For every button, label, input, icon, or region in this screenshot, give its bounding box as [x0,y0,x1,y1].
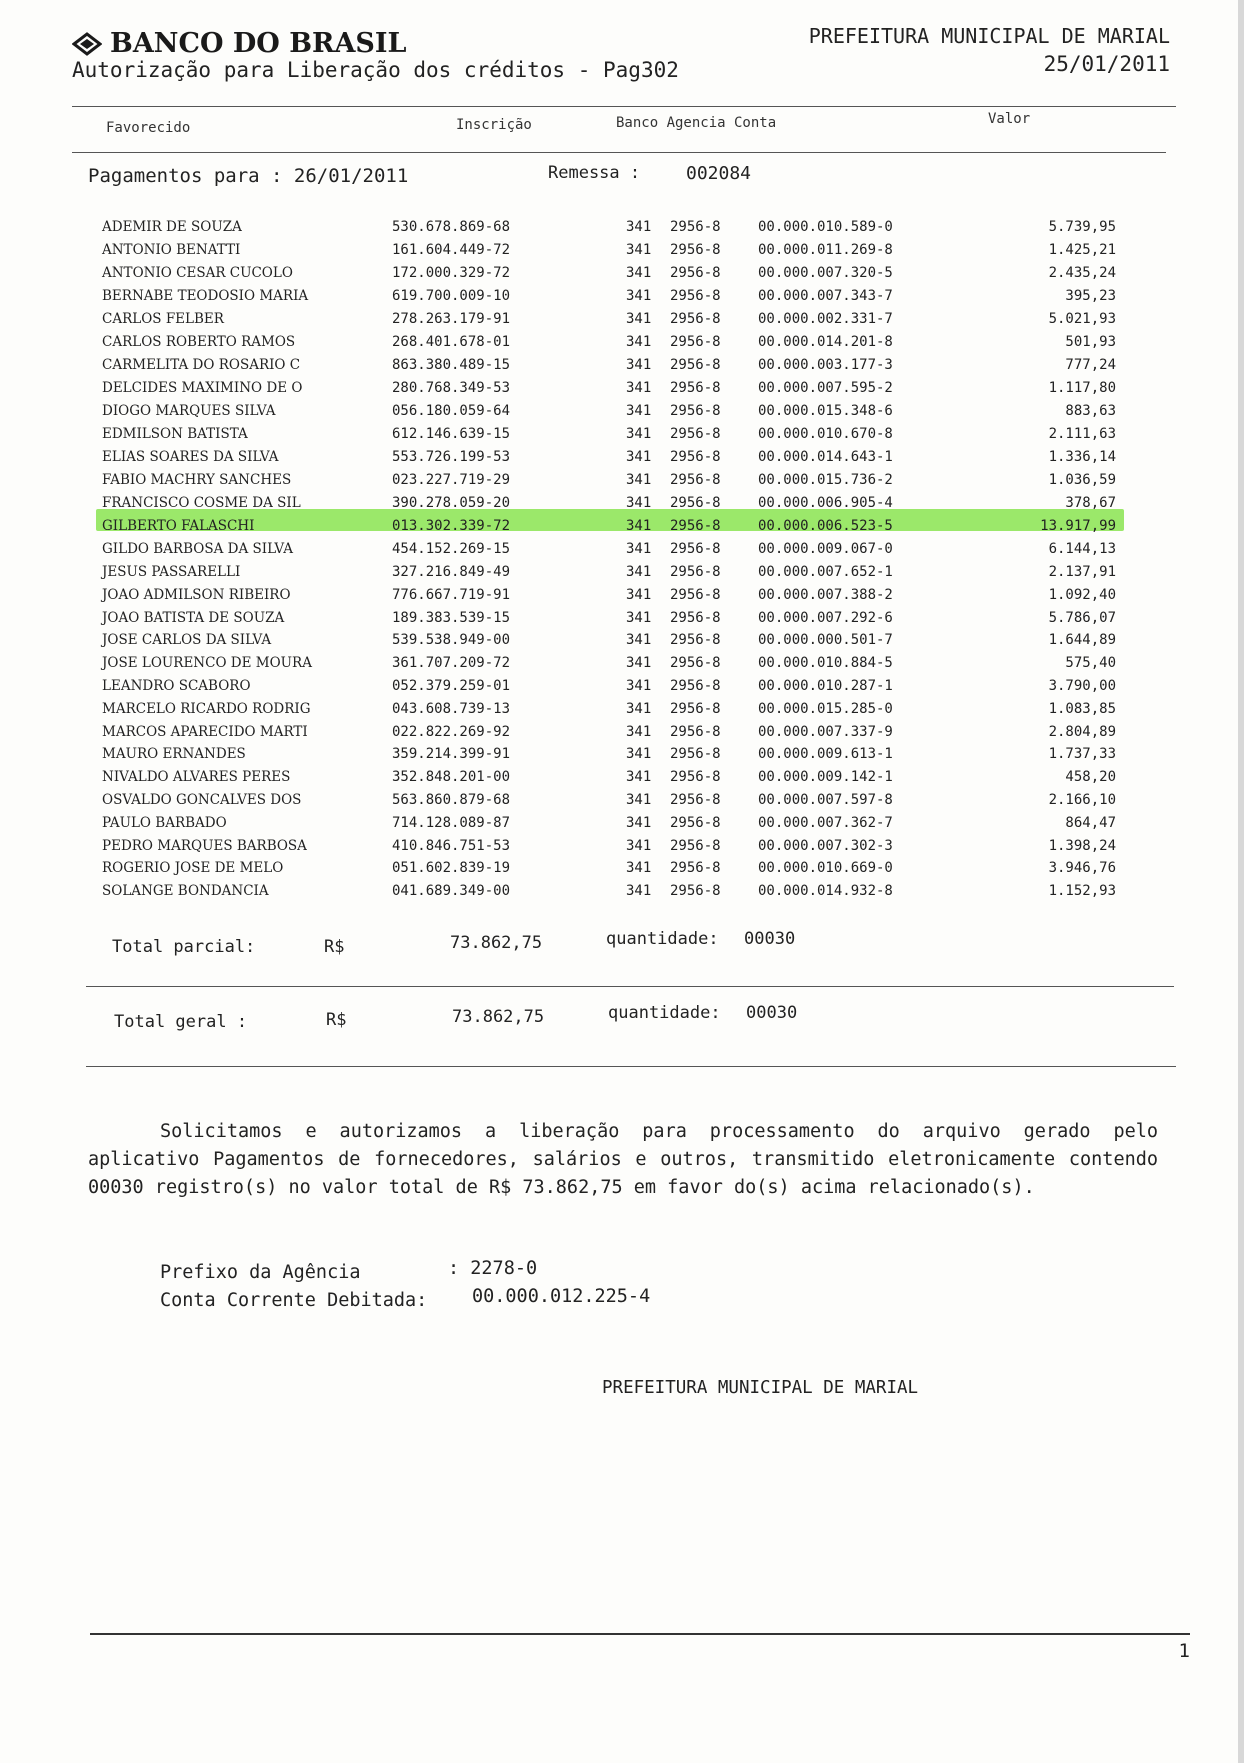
inscricao-cell: 023.227.719-29 [392,472,511,488]
table-row [0,632,1244,654]
inscricao-cell: 563.860.879-68 [392,792,511,808]
banco-cell: 341 [626,586,652,603]
valor-cell: 1.036,59 [1048,472,1116,488]
inscricao-cell: 863.380.489-15 [392,357,511,373]
banco-cell: 341 [626,632,652,649]
table-row [0,518,1244,540]
valor-cell: 1.152,93 [1048,883,1116,900]
total-parcial-currency: R$ [324,937,345,957]
favorecido-cell: SOLANGE BONDANCIA [102,883,269,900]
conta-cell: 00.000.009.613-1 [758,746,893,763]
agencia-cell: 2956-8 [670,449,721,465]
banco-cell: 341 [626,837,652,854]
valor-cell: 575,40 [1065,655,1116,672]
favorecido-cell: GILBERTO FALASCHI [102,518,255,534]
agency-prefix-label: Prefixo da Agência [160,1262,361,1283]
banco-cell: 341 [626,426,652,442]
favorecido-cell: MARCELO RICARDO RODRIG [102,700,311,717]
agencia-cell: 2956-8 [670,288,721,304]
table-row [0,564,1244,586]
inscricao-cell: 361.707.209-72 [392,655,511,672]
inscricao-cell: 410.846.751-53 [392,837,511,854]
banco-cell: 341 [626,219,652,235]
conta-cell: 00.000.014.643-1 [758,449,893,465]
banco-cell: 341 [626,883,652,900]
favorecido-cell: DELCIDES MAXIMINO DE O [102,380,303,396]
valor-cell: 3.790,00 [1048,678,1116,694]
favorecido-cell: CARLOS ROBERTO RAMOS [102,334,296,350]
total-parcial-qty: 00030 [744,929,796,949]
inscricao-cell: 454.152.269-15 [392,541,511,557]
column-header-banco-agencia-conta: Banco Agencia Conta [616,115,777,131]
payment-date-label: Pagamentos para : 26/01/2011 [88,165,409,187]
table-row [0,357,1244,379]
inscricao-cell: 051.602.839-19 [392,860,511,877]
valor-cell: 1.644,89 [1048,632,1116,649]
inscricao-cell: 189.383.539-15 [392,609,511,626]
agencia-cell: 2956-8 [670,334,721,350]
agencia-cell: 2956-8 [670,472,721,488]
divider [72,152,1166,153]
inscricao-cell: 268.401.678-01 [392,334,511,350]
favorecido-cell: NIVALDO ALVARES PERES [102,769,291,786]
banco-cell: 341 [626,403,652,419]
banco-cell: 341 [626,449,652,465]
agencia-cell: 2956-8 [670,883,721,900]
conta-cell: 00.000.015.348-6 [758,403,893,419]
bank-name: BANCO DO BRASIL [110,28,407,59]
favorecido-cell: PEDRO MARQUES BARBOSA [102,837,307,854]
valor-cell: 2.804,89 [1048,723,1116,740]
favorecido-cell: CARMELITA DO ROSARIO C [102,357,301,373]
conta-cell: 00.000.010.670-8 [758,426,893,442]
table-row [0,219,1244,241]
inscricao-cell: 776.667.719-91 [392,586,511,603]
table-row [0,769,1244,791]
agencia-cell: 2956-8 [670,792,721,808]
agencia-cell: 2956-8 [670,518,721,534]
agencia-cell: 2956-8 [670,357,721,373]
total-parcial-label: Total parcial: [112,937,256,957]
conta-cell: 00.000.011.269-8 [758,242,893,258]
table-row [0,610,1244,632]
agency-prefix-value: : 2278-0 [448,1258,538,1279]
banco-cell: 341 [626,242,652,258]
document-date: 25/01/2011 [1043,52,1170,76]
favorecido-cell: LEANDRO SCABORO [102,678,251,694]
agencia-cell: 2956-8 [670,609,721,626]
conta-cell: 00.000.007.652-1 [758,564,893,580]
valor-cell: 1.092,40 [1048,586,1116,603]
divider [86,986,1174,987]
inscricao-cell: 530.678.869-68 [392,219,511,235]
inscricao-cell: 280.768.349-53 [392,380,511,396]
table-row [0,587,1244,609]
conta-cell: 00.000.007.337-9 [758,723,893,740]
inscricao-cell: 390.278.059-20 [392,495,511,511]
favorecido-cell: FABIO MACHRY SANCHES [102,472,292,488]
valor-cell: 501,93 [1065,334,1116,350]
table-row [0,860,1244,882]
valor-cell: 864,47 [1065,814,1116,831]
banco-cell: 341 [626,860,652,877]
valor-cell: 1.336,14 [1048,449,1116,465]
valor-cell: 378,67 [1065,495,1116,511]
agencia-cell: 2956-8 [670,860,721,877]
conta-cell: 00.000.000.501-7 [758,632,893,649]
agencia-cell: 2956-8 [670,723,721,740]
conta-cell: 00.000.010.589-0 [758,219,893,235]
total-parcial-value: 73.862,75 [450,933,543,953]
agencia-cell: 2956-8 [670,746,721,763]
remessa-label: Remessa : [548,163,641,183]
inscricao-cell: 619.700.009-10 [392,288,511,304]
valor-cell: 13.917,99 [1040,518,1116,534]
table-row [0,426,1244,448]
total-geral-currency: R$ [326,1010,347,1030]
conta-cell: 00.000.010.884-5 [758,655,893,672]
bank-logo [72,28,407,59]
valor-cell: 2.435,24 [1048,265,1116,281]
valor-cell: 1.117,80 [1048,380,1116,396]
total-geral-qty-label: quantidade: [608,1003,721,1023]
banco-cell: 341 [626,700,652,717]
conta-cell: 00.000.015.285-0 [758,700,893,717]
inscricao-cell: 553.726.199-53 [392,449,511,465]
column-header-favorecido: Favorecido [106,120,191,136]
valor-cell: 5.739,95 [1048,219,1116,235]
agencia-cell: 2956-8 [670,426,721,442]
valor-cell: 5.021,93 [1048,311,1116,327]
banco-cell: 341 [626,357,652,373]
agencia-cell: 2956-8 [670,678,721,694]
footer-divider [90,1633,1190,1635]
agencia-cell: 2956-8 [670,564,721,580]
valor-cell: 5.786,07 [1048,609,1116,626]
inscricao-cell: 052.379.259-01 [392,678,511,694]
table-row [0,472,1244,494]
bank-logo-icon [72,30,102,58]
agencia-cell: 2956-8 [670,403,721,419]
valor-cell: 2.111,63 [1048,426,1116,442]
conta-cell: 00.000.006.523-5 [758,518,893,534]
total-parcial-qty-label: quantidade: [606,929,719,949]
conta-cell: 00.000.007.292-6 [758,609,893,626]
banco-cell: 341 [626,814,652,831]
banco-cell: 341 [626,472,652,488]
banco-cell: 341 [626,655,652,672]
valor-cell: 2.166,10 [1048,792,1116,808]
agencia-cell: 2956-8 [670,219,721,235]
valor-cell: 458,20 [1065,769,1116,786]
banco-cell: 341 [626,518,652,534]
table-row [0,701,1244,723]
inscricao-cell: 327.216.849-49 [392,564,511,580]
favorecido-cell: ELIAS SOARES DA SILVA [102,449,279,465]
total-geral-label: Total geral : [114,1012,248,1032]
banco-cell: 341 [626,609,652,626]
remessa-number: 002084 [686,163,752,184]
table-row [0,541,1244,563]
favorecido-cell: BERNABE TEODOSIO MARIA [102,288,309,304]
document-title: Autorização para Liberação dos créditos - Pag302 [72,58,679,82]
conta-cell: 00.000.015.736-2 [758,472,893,488]
conta-cell: 00.000.007.388-2 [758,586,893,603]
signature-entity: PREFEITURA MUNICIPAL DE MARIAL [602,1378,919,1398]
agencia-cell: 2956-8 [670,814,721,831]
favorecido-cell: ANTONIO BENATTI [102,242,241,258]
column-header-inscricao: Inscrição [456,117,532,133]
conta-cell: 00.000.009.067-0 [758,541,893,557]
banco-cell: 341 [626,288,652,304]
conta-cell: 00.000.009.142-1 [758,769,893,786]
inscricao-cell: 056.180.059-64 [392,403,511,419]
banco-cell: 341 [626,678,652,694]
column-header-valor: Valor [988,111,1031,127]
inscricao-cell: 278.263.179-91 [392,311,511,327]
table-row [0,311,1244,333]
conta-cell: 00.000.007.343-7 [758,288,893,304]
favorecido-cell: JESUS PASSARELLI [102,564,241,580]
entity-name: PREFEITURA MUNICIPAL DE MARIAL [808,24,1170,48]
favorecido-cell: GILDO BARBOSA DA SILVA [102,541,294,557]
valor-cell: 1.083,85 [1048,700,1116,717]
total-geral-qty: 00030 [746,1003,798,1023]
debit-account-label: Conta Corrente Debitada: [160,1290,428,1311]
favorecido-cell: MARCOS APARECIDO MARTI [102,723,308,740]
conta-cell: 00.000.002.331-7 [758,311,893,327]
favorecido-cell: ANTONIO CESAR CUCOLO [102,265,293,281]
banco-cell: 341 [626,541,652,557]
agencia-cell: 2956-8 [670,700,721,717]
table-row [0,449,1244,471]
valor-cell: 883,63 [1065,403,1116,419]
valor-cell: 777,24 [1065,357,1116,373]
authorization-text: Solicitamos e autorizamos a liberação para processamento do arquivo gerado pelo aplicativo Pagamentos de fornecedores, salários e outros, transmitido eletronicamente contendo 00030 registro(s) no valor total de R$ 73.862,75 em favor do(s) acima relacionado(s). [88,1121,1158,1198]
valor-cell: 1.425,21 [1048,242,1116,258]
conta-cell: 00.000.014.201-8 [758,334,893,350]
agencia-cell: 2956-8 [670,837,721,854]
debit-account-value: 00.000.012.225-4 [472,1286,651,1307]
valor-cell: 3.946,76 [1048,860,1116,877]
conta-cell: 00.000.007.302-3 [758,837,893,854]
valor-cell: 6.144,13 [1048,541,1116,557]
inscricao-cell: 161.604.449-72 [392,242,511,258]
valor-cell: 2.137,91 [1048,564,1116,580]
favorecido-cell: OSVALDO GONCALVES DOS [102,792,302,808]
favorecido-cell: CARLOS FELBER [102,311,224,327]
table-row [0,678,1244,700]
table-row [0,334,1244,356]
banco-cell: 341 [626,334,652,350]
inscricao-cell: 352.848.201-00 [392,769,511,786]
conta-cell: 00.000.003.177-3 [758,357,893,373]
table-row [0,403,1244,425]
divider [72,106,1176,107]
agencia-cell: 2956-8 [670,655,721,672]
favorecido-cell: MAURO ERNANDES [102,746,246,763]
inscricao-cell: 612.146.639-15 [392,426,511,442]
favorecido-cell: JOSE CARLOS DA SILVA [102,632,272,649]
conta-cell: 00.000.006.905-4 [758,495,893,511]
favorecido-cell: ROGERIO JOSE DE MELO [102,860,284,877]
table-row [0,495,1244,517]
favorecido-cell: JOAO ADMILSON RIBEIRO [102,586,291,603]
banco-cell: 341 [626,723,652,740]
banco-cell: 341 [626,769,652,786]
agencia-cell: 2956-8 [670,586,721,603]
table-row [0,883,1244,905]
table-row [0,265,1244,287]
banco-cell: 341 [626,495,652,511]
banco-cell: 341 [626,792,652,808]
agencia-cell: 2956-8 [670,541,721,557]
agencia-cell: 2956-8 [670,495,721,511]
inscricao-cell: 539.538.949-00 [392,632,511,649]
conta-cell: 00.000.007.595-2 [758,380,893,396]
inscricao-cell: 043.608.739-13 [392,700,511,717]
favorecido-cell: EDMILSON BATISTA [102,426,248,442]
banco-cell: 341 [626,311,652,327]
table-row [0,792,1244,814]
banco-cell: 341 [626,265,652,281]
conta-cell: 00.000.007.320-5 [758,265,893,281]
favorecido-cell: JOSE LOURENCO DE MOURA [102,655,312,672]
valor-cell: 1.398,24 [1048,837,1116,854]
agencia-cell: 2956-8 [670,632,721,649]
banco-cell: 341 [626,564,652,580]
agencia-cell: 2956-8 [670,265,721,281]
favorecido-cell: JOAO BATISTA DE SOUZA [102,609,285,626]
conta-cell: 00.000.007.362-7 [758,814,893,831]
inscricao-cell: 714.128.089-87 [392,814,511,831]
table-row [0,380,1244,402]
page-number: 1 [1178,1640,1190,1662]
inscricao-cell: 172.000.329-72 [392,265,511,281]
total-geral-value: 73.862,75 [452,1007,545,1027]
agencia-cell: 2956-8 [670,242,721,258]
inscricao-cell: 041.689.349-00 [392,883,511,900]
favorecido-cell: ADEMIR DE SOUZA [102,219,242,235]
favorecido-cell: FRANCISCO COSME DA SIL [102,495,301,511]
table-row [0,815,1244,837]
conta-cell: 00.000.014.932-8 [758,883,893,900]
agencia-cell: 2956-8 [670,311,721,327]
agencia-cell: 2956-8 [670,769,721,786]
inscricao-cell: 359.214.399-91 [392,746,511,763]
table-row [0,242,1244,264]
table-row [0,655,1244,677]
valor-cell: 1.737,33 [1048,746,1116,763]
inscricao-cell: 013.302.339-72 [392,518,511,534]
inscricao-cell: 022.822.269-92 [392,723,511,740]
conta-cell: 00.000.010.287-1 [758,678,893,694]
conta-cell: 00.000.007.597-8 [758,792,893,808]
table-row [0,724,1244,746]
table-row [0,746,1244,768]
divider [86,1066,1176,1067]
banco-cell: 341 [626,746,652,763]
table-row [0,838,1244,860]
agencia-cell: 2956-8 [670,380,721,396]
banco-cell: 341 [626,380,652,396]
conta-cell: 00.000.010.669-0 [758,860,893,877]
favorecido-cell: PAULO BARBADO [102,814,227,831]
valor-cell: 395,23 [1065,288,1116,304]
favorecido-cell: DIOGO MARQUES SILVA [102,403,276,419]
table-row [0,288,1244,310]
